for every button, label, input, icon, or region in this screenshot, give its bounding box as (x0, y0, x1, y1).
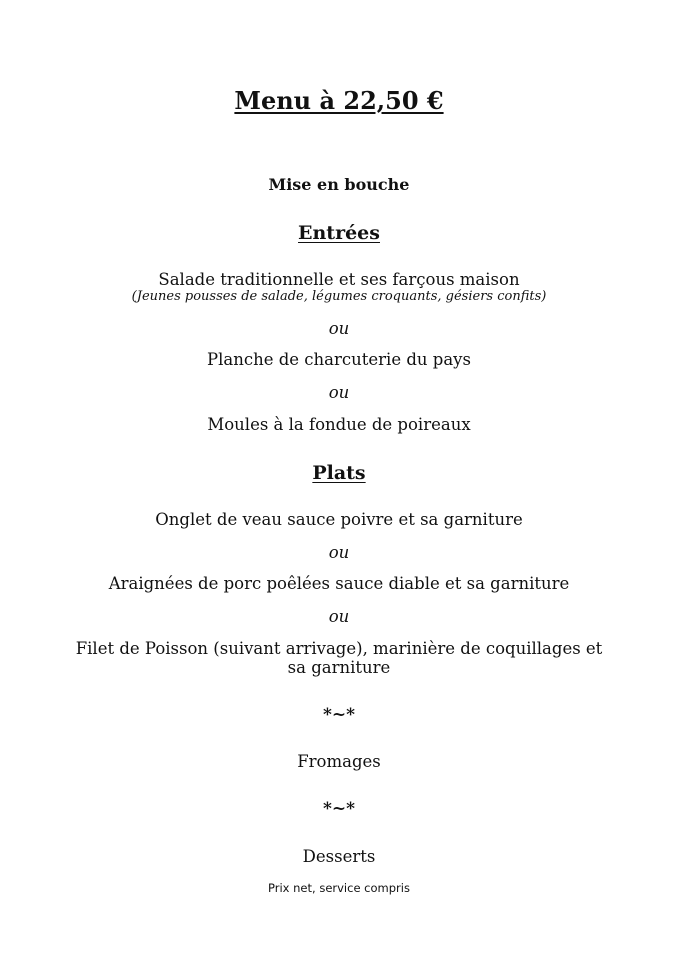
mise-en-bouche: Mise en bouche (268, 175, 410, 194)
or-separator: ou (328, 543, 350, 562)
price-note: Prix net, service compris (268, 881, 410, 895)
fromages-course: Fromages (297, 752, 381, 771)
plat-item-araignees: Araignées de porc poêlées sauce diable et sa garniture (108, 574, 570, 593)
desserts-course: Desserts (302, 847, 376, 866)
entrees-heading: Entrées (298, 222, 380, 244)
entree-item-charcuterie: Planche de charcuterie du pays (207, 350, 471, 369)
plat-item-poisson: Filet de Poisson (suivant arrivage), marinière de coquillages et sa garniture (75, 639, 603, 677)
entree-item-salade-description: (Jeunes pousses de salade, légumes croquants, gésiers confits) (131, 289, 547, 304)
or-separator: ou (328, 319, 350, 338)
menu-title: Menu à 22,50 € (234, 86, 444, 115)
entree-item-moules: Moules à la fondue de poireaux (207, 415, 471, 434)
or-separator: ou (328, 607, 350, 626)
course-separator: *~* (322, 705, 356, 725)
entree-item-salade: Salade traditionnelle et ses farçous maison (158, 270, 520, 289)
plats-heading: Plats (312, 462, 366, 484)
or-separator: ou (328, 383, 350, 402)
course-separator: *~* (322, 799, 356, 819)
plat-item-onglet: Onglet de veau sauce poivre et sa garniture (155, 510, 523, 529)
